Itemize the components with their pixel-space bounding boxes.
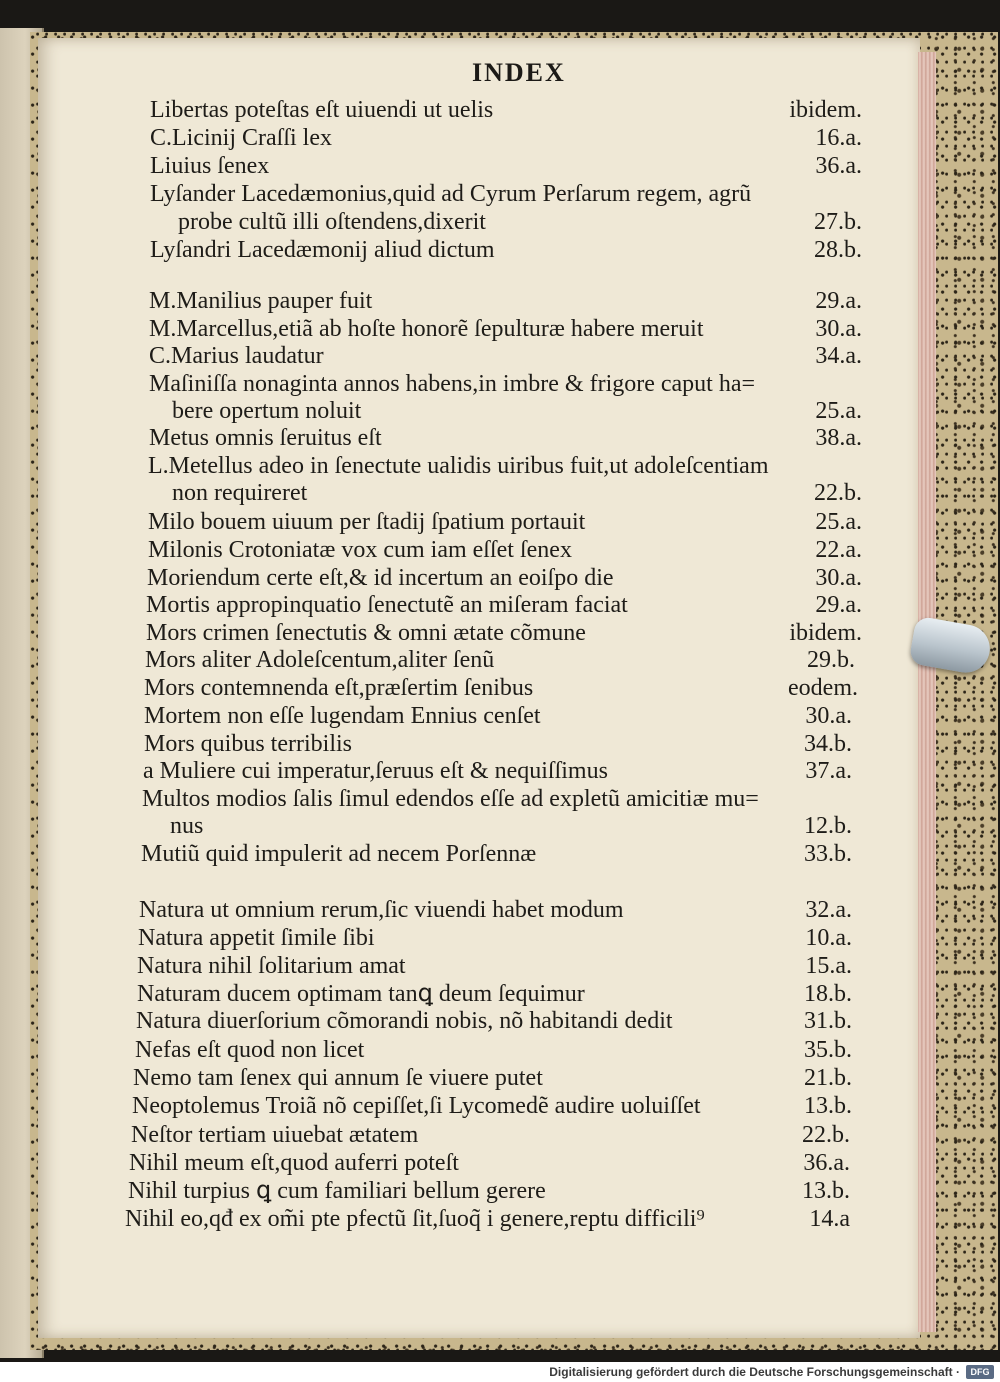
entry-text: Metus omnis ſeruitus eſt	[149, 425, 382, 451]
index-entry	[128, 1177, 850, 1205]
entry-text: Natura nihil ſolitarium amat	[137, 953, 406, 979]
entry-text: Mors crimen ſenectutis & omni ætate cõmune	[146, 620, 586, 646]
entry-reference: 22.b.	[814, 480, 862, 506]
entry-reference: ibidem.	[789, 97, 862, 123]
entry-reference: 10.a.	[805, 925, 852, 951]
entry-text: Multos modios ſalis ſimul edendos eſſe ad expletũ amicitiæ mu=	[142, 786, 759, 812]
entry-text: nus	[170, 813, 204, 839]
entry-text: Neoptolemus Troiã nõ cepiſſet,ſi Lycomedẽ audire uoluiſſet	[132, 1093, 701, 1119]
page-title: INDEX	[472, 58, 566, 87]
entry-text: Nefas eſt quod non licet	[135, 1037, 365, 1063]
entry-text: Natura ut omnium rerum,ſic viuendi habet modum	[139, 897, 624, 923]
entry-text: Lyſandri Lacedæmonij aliud dictum	[150, 237, 495, 263]
index-entry	[150, 96, 862, 124]
index-entry	[144, 730, 852, 758]
entry-reference: eodem.	[788, 675, 858, 701]
index-entry	[135, 1036, 852, 1064]
entry-text: Liuius ſenex	[150, 153, 270, 179]
entry-text: probe cultũ illi oſtendens,dixerit	[178, 209, 486, 235]
index-entry	[139, 896, 852, 924]
entry-text: Naturam ducem optimam tanꝗ deum ſequimur	[137, 981, 585, 1007]
index-entry	[131, 1121, 850, 1149]
index-entry	[150, 124, 862, 152]
index-entry	[150, 236, 862, 264]
entry-text: Mors aliter Adoleſcentum,aliter ſenũ	[145, 647, 495, 673]
index-entry	[170, 812, 852, 840]
entry-text: Moriendum certe eſt,& id incertum an eoiſpo die	[147, 565, 614, 591]
index-entry	[148, 508, 862, 536]
entry-reference: 37.a.	[805, 758, 852, 784]
footer-bar	[0, 1362, 1000, 1382]
entry-reference: 29.a.	[815, 288, 862, 314]
index-entry	[145, 646, 855, 674]
index-entry	[149, 342, 862, 370]
entry-text: L.Metellus adeo in ſenectute ualidis uiribus fuit,ut adoleſcentiam	[148, 453, 769, 479]
entry-reference: 29.b.	[807, 647, 855, 673]
entry-reference: 32.a.	[805, 897, 852, 923]
index-entry	[125, 1205, 850, 1233]
entry-text: Nemo tam ſenex qui annum ſe viuere putet	[133, 1065, 543, 1091]
index-entry	[132, 1092, 852, 1120]
entry-reference: 35.b.	[804, 1037, 852, 1063]
entry-text: Mutiũ quid impulerit ad necem Porſennæ	[141, 841, 537, 867]
index-entry	[150, 152, 862, 180]
entry-reference: 13.b.	[802, 1178, 850, 1204]
entry-reference: 13.b.	[804, 1093, 852, 1119]
entry-text: Milo bouem uiuum per ſtadij ſpatium portauit	[148, 509, 586, 535]
entry-text: Neſtor tertiam uiuebat ætatem	[131, 1122, 419, 1148]
entry-text: Mors quibus terribilis	[144, 731, 352, 757]
entry-reference: 31.b.	[804, 1008, 852, 1034]
index-entry	[137, 952, 852, 980]
index-entry	[148, 452, 862, 480]
entry-reference: ibidem.	[789, 620, 862, 646]
index-entry	[146, 619, 862, 647]
entry-reference: 36.a.	[803, 1150, 850, 1176]
index-entry	[149, 424, 862, 452]
entry-reference: 30.a.	[815, 565, 862, 591]
entry-text: C.Marius laudatur	[149, 343, 324, 369]
index-entry	[150, 180, 862, 208]
entry-reference: 34.a.	[815, 343, 862, 369]
entry-text: Mortem non eſſe lugendam Ennius cenſet	[144, 703, 541, 729]
index-entry	[149, 315, 862, 343]
index-entry	[148, 536, 862, 564]
entry-reference: 29.a.	[815, 592, 862, 618]
entry-reference: 34.b.	[804, 731, 852, 757]
entry-reference: 14.a	[809, 1206, 850, 1232]
entry-text: Lyſander Lacedæmonius,quid ad Cyrum Perſarum regem, agrũ	[150, 181, 752, 207]
entry-reference: 33.b.	[804, 841, 852, 867]
entry-text: a Muliere cui imperatur,ſeruus eſt & nequiſſimus	[143, 758, 608, 784]
entry-reference: 21.b.	[804, 1065, 852, 1091]
entry-text: bere opertum noluit	[172, 398, 362, 424]
entry-text: Milonis Crotoniatæ vox cum iam eſſet ſenex	[148, 537, 572, 563]
index-entry	[133, 1064, 852, 1092]
entry-text: Nihil eo,qđ ex om̃i pte pfectũ ſit,ſuoq̃ i genere,reptu difficili⁹	[125, 1206, 705, 1232]
index-entry	[147, 564, 862, 592]
index-entry	[138, 924, 852, 952]
entry-reference: 16.a.	[815, 125, 862, 151]
entry-reference: 30.a.	[815, 316, 862, 342]
entry-text: C.Licinij Craſſi lex	[150, 125, 332, 151]
entry-text: Mors contemnenda eſt,præſertim ſenibus	[144, 675, 534, 701]
entry-reference: 30.a.	[805, 703, 852, 729]
entry-text: M.Marcellus,etiã ab hoſte honorẽ ſepulturæ habere meruit	[149, 316, 704, 342]
entry-reference: 25.a.	[815, 509, 862, 535]
entry-text: Nihil turpius ꝗ cum familiari bellum gerere	[128, 1178, 546, 1204]
index-entry	[144, 702, 852, 730]
entry-reference: 22.a.	[815, 537, 862, 563]
entry-text: M.Manilius pauper fuit	[149, 288, 373, 314]
entry-reference: 36.a.	[815, 153, 862, 179]
entry-text: Libertas poteſtas eſt uiuendi ut uelis	[150, 97, 494, 123]
entry-reference: 22.b.	[802, 1122, 850, 1148]
entry-reference: 28.b.	[814, 237, 862, 263]
entry-text: Nihil meum eſt,quod auferri poteſt	[129, 1150, 459, 1176]
entry-text: Natura diuerſorium cõmorandi nobis, nõ habitandi dedit	[136, 1008, 673, 1034]
entry-text: non requireret	[172, 480, 308, 506]
index-entry	[136, 1007, 852, 1035]
entry-reference: 25.a.	[815, 398, 862, 424]
entry-text: Natura appetit ſimile ſibi	[138, 925, 375, 951]
index-entry	[144, 674, 858, 702]
index-entry	[149, 370, 862, 398]
index-entry	[146, 591, 862, 619]
index-entry	[172, 397, 862, 425]
entry-text: Maſiniſſa nonaginta annos habens,in imbre & frigore caput ha=	[149, 371, 756, 397]
index-entry	[143, 757, 852, 785]
index-entry	[178, 208, 862, 236]
index-entry	[149, 287, 862, 315]
entry-reference: 38.a.	[815, 425, 862, 451]
index-entry	[141, 840, 852, 868]
entry-reference: 15.a.	[805, 953, 852, 979]
funding-notice: Digitalisierung gefördert durch die Deutsche Forschungsgemeinschaft ·	[549, 1365, 960, 1379]
entry-reference: 27.b.	[814, 209, 862, 235]
entry-reference: 18.b.	[804, 981, 852, 1007]
index-entry	[137, 980, 852, 1008]
entry-reference: 12.b.	[804, 813, 852, 839]
index-entry	[142, 785, 852, 813]
dfg-logo: DFG	[966, 1365, 994, 1379]
index-entry	[129, 1149, 850, 1177]
entry-text: Mortis appropinquatio ſenectutẽ an miſeram faciat	[146, 592, 628, 618]
index-entry	[172, 479, 862, 507]
